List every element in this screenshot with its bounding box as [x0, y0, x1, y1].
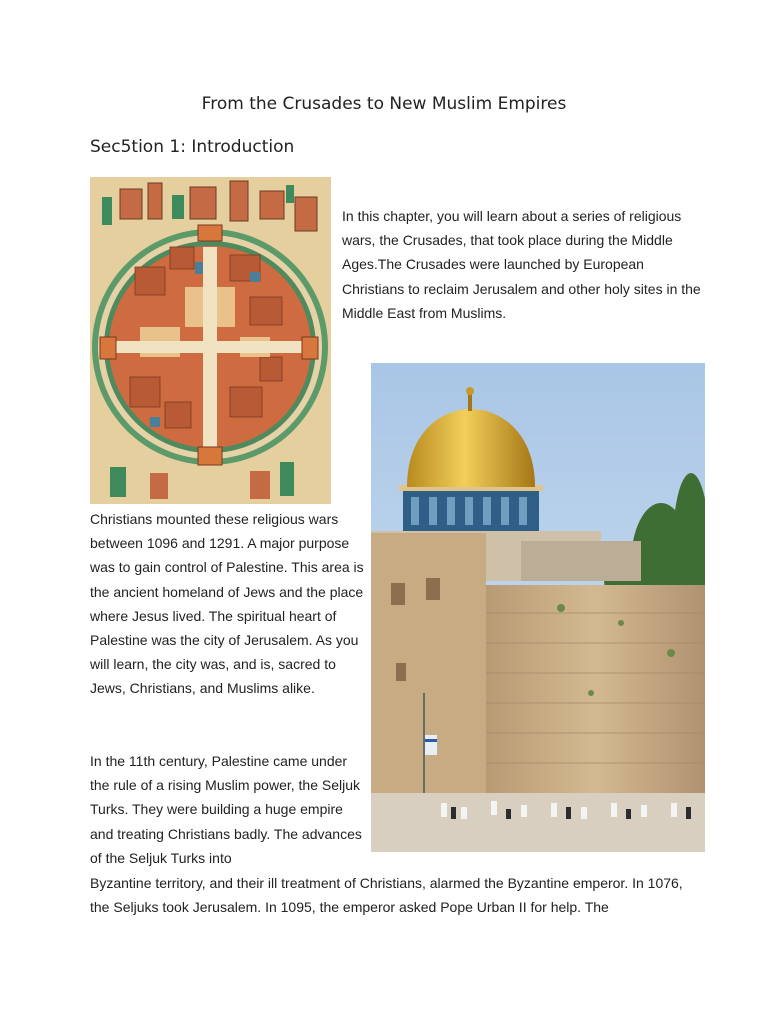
page-title: From the Crusades to New Muslim Empires: [201, 94, 567, 114]
paragraph-byzantine: Byzantine territory, and their ill treatment of Christians, alarmed the Byzantine emperor. In 1076, the Seljuks took Jerusalem. In 1095, the emperor asked Pope Urban II for help. The: [90, 875, 683, 916]
paragraph-purpose: Christians mounted these religious wars between 1096 and 1291. A major purpose was to gain control of Palestine. This area is the ancient homeland of Jews and the place where Jesus lived. The spiritual heart of Palestine was the city of Jerusalem. As you will learn, the city was, and is, sacred to Jews, Christians, and Muslims alike.: [90, 511, 364, 697]
section-heading: Sec5tion 1: Introduction: [90, 137, 295, 157]
paragraph-intro: In this chapter, you will learn about a series of religious wars, the Crusades, that took place during the Middle Ages.The Crusades were launched by European Christians to reclaim Jerusalem and other holy sites in the Middle East from Muslims.: [342, 208, 701, 321]
dome-of-the-rock-photo-icon: [371, 363, 705, 852]
medieval-jerusalem-map-icon: [90, 177, 331, 504]
paragraph-seljuk: In the 11th century, Palestine came under the rule of a rising Muslim power, the Seljuk Turks. They were building a huge empire and treating Christians badly. The advances of the Seljuk Turks into: [90, 753, 362, 866]
